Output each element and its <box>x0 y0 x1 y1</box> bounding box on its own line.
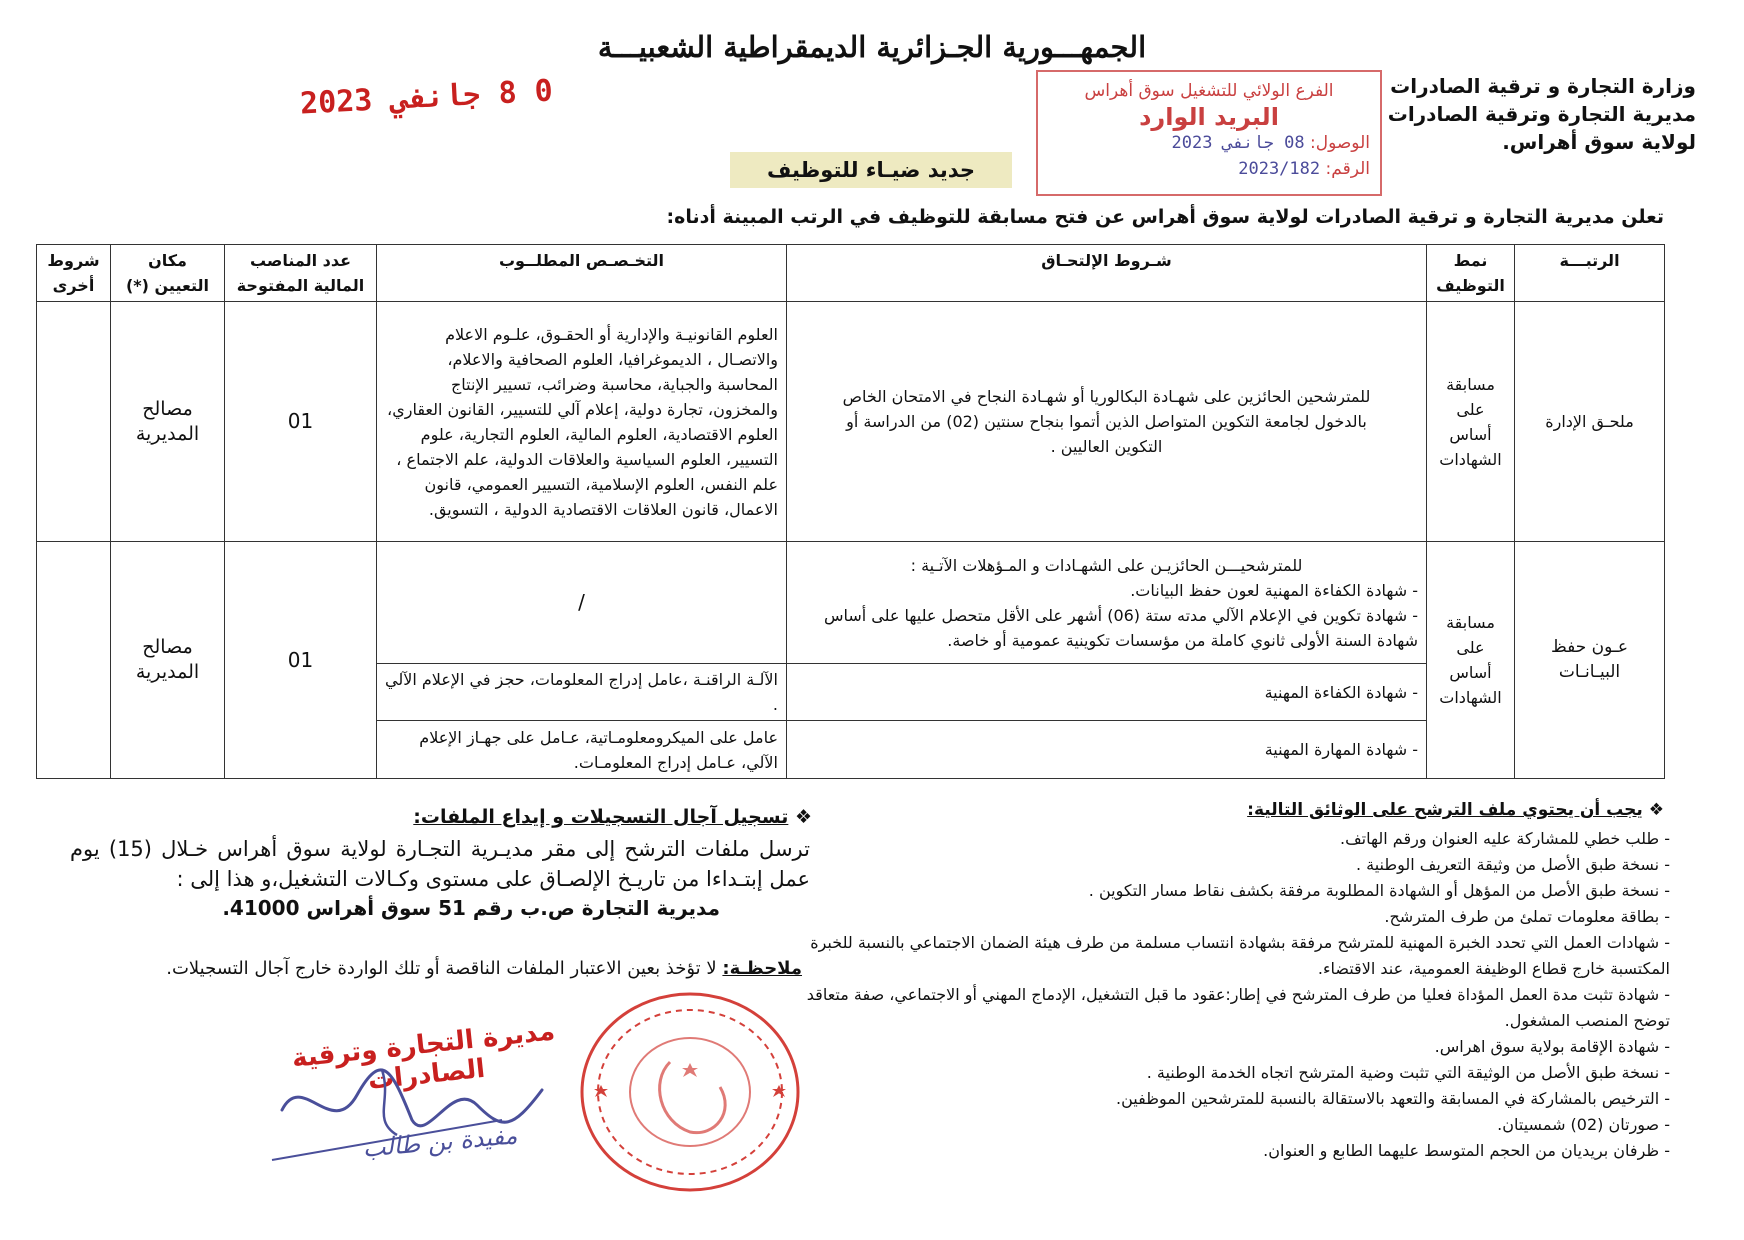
directorate-name: مديرية التجارة وترقية الصادرات <box>1387 102 1696 126</box>
note <box>86 958 802 979</box>
row1-other <box>37 302 111 542</box>
stamp-arrival-value: 08 جانفي 2023 <box>1171 133 1305 153</box>
ministry-name: وزارة التجارة و ترقية الصادرات <box>1390 74 1696 98</box>
row2-grade: عـون حفظ البيـانـات <box>1515 542 1665 779</box>
row2-specialty-2: الآلـة الراقنـة ،عامل إدراج المعلومات، حجز في الإعلام الآلي . <box>377 664 787 721</box>
header-location: مكان التعيين (*) <box>111 245 225 302</box>
stamp-arrival: الوصول: 08 جانفي 2023 <box>1171 133 1370 153</box>
row2-conditions-1 <box>787 542 1427 664</box>
row2-mode: مسابقة على أساس الشهادات <box>1427 542 1515 779</box>
row2-conditions-3: - شهادة المهارة المهنية <box>787 721 1427 779</box>
row1-grade: ملحـق الإدارة <box>1515 302 1665 542</box>
row2-location: مصالح المديرية <box>111 542 225 779</box>
documents-heading: ❖ يجب أن يحتوي ملف الترشح على الوثائق التالية: <box>1247 800 1664 820</box>
row1-mode: مسابقة على أساس الشهادات <box>1427 302 1515 542</box>
deadline-text: ترسل ملفات الترشح إلى مقر مديـرية التجـارة لولاية سوق أهراس خـلال (15) يوم عمل إبتـداءا من تاريـخ الإلصـاق على مستوى وكـالات التشغيل،و هذا إلى : <box>70 837 810 891</box>
list-item: - الترخيص بالمشاركة في المسابقة والتعهد بالاستقالة بالنسبة للمترشحين الموظفين. <box>770 1086 1670 1112</box>
row1-specialty: العلوم القانونيـة والإدارية أو الحقـوق، علـوم الاعلام والاتصـال ، الديموغرافيا، العلوم الصحافية والاعلام، المحاسبة والجباية، محاسبة وضرائب، تسيير الإنتاج والمخزون، تجارة دولية، إعلام آلي للتسيير، القانون العقاري، العلوم الاقتصادية، العلوم المالية، العلوم التجارية، علوم التسيير، العلوم السياسية والعلاقات الدولية، علم الاجتماع ، علم النفس، العلوم الإسلامية، التسيير العمومي، قانون الاعمال، قانون العلاقات الاقتصادية الدولية ، التسويق. <box>377 302 787 542</box>
date-stamp: 0 8 جانفي 2023 <box>299 73 554 122</box>
list-item: - صورتان (02) شمسيتان. <box>770 1112 1670 1138</box>
signatory-name: مفيدة بن طالب <box>361 1121 519 1163</box>
row2-cond-item: - شهادة الكفاءة المهنية لعون حفظ البيانات. <box>1130 580 1418 600</box>
list-item: - شهادات العمل التي تحدد الخبرة المهنية للمترشح مرفقة بشهادة انتساب مسلمة من طرف هيئة الضمان الاجتماعي بالنسبة للخبرة المكتسبة خارج قطاع الوظيفة العمومية، عند الاقتضاء. <box>770 930 1670 982</box>
table-header-row <box>37 245 1665 302</box>
stamp-office: الفرع الولائي للتشغيل سوق أهراس <box>1084 81 1334 101</box>
stamp-number-value: 2023/182 <box>1238 159 1321 179</box>
header-other: شروط أخرى <box>37 245 111 302</box>
signatory-title: مديرة التجارة وترقية الصادرات <box>290 1016 557 1096</box>
list-item: - بطاقة معلومات تملئ من طرف المترشح. <box>770 904 1670 930</box>
list-item: - ظرفان بريديان من الحجم المتوسط عليهما الطابع و العنوان. <box>770 1138 1670 1164</box>
postal-address: مديرية التجارة ص.ب رقم 51 سوق أهراس 41000. <box>222 896 720 920</box>
received-mail-stamp <box>1036 70 1382 196</box>
row2-conditions-2: - شهادة الكفاءة المهنية <box>787 664 1427 721</box>
handwritten-signature <box>262 1050 562 1170</box>
note-text: لا تؤخذ بعين الاعتبار الملفات الناقصة أو تلك الواردة خارج آجال التسجيلات. <box>166 958 717 979</box>
list-item: - شهادة تثبت مدة العمل المؤداة فعليا من طرف المترشح في إطار:عقود ما قبل التشغيل، الإدماج المهني أو الاجتماعي، صفة متعاقد توضح المنصب المشغول. <box>770 982 1670 1034</box>
table-row <box>37 542 1665 664</box>
row2-posts: 01 <box>225 542 377 779</box>
list-item: - طلب خطي للمشاركة عليه العنوان ورقم الهاتف. <box>770 826 1670 852</box>
official-seal-icon <box>570 982 810 1202</box>
row2-specialty-1: / <box>377 542 787 664</box>
row2-other <box>37 542 111 779</box>
announcement-label: جديد ضيـاء للتوظيف <box>730 152 1012 188</box>
intro-text: تعلن مديرية التجارة و ترقية الصادرات لولاية سوق أهراس عن فتح مسابقة للتوظيف في الرتب المبينة أدناه: <box>666 206 1664 228</box>
table-row <box>37 302 1665 542</box>
row1-location: مصالح المديرية <box>111 302 225 542</box>
stamp-number: الرقم: 2023/182 <box>1238 159 1370 179</box>
row1-conditions: للمترشحين الحائزين على شهـادة البكالوريا أو شهـادة النجاح في الامتحان الخاص بالدخول لجامعة التكوين المتواصل الذين أتموا بنجاح سنتين (02) من الدراسة أو التكوين العاليين . <box>787 302 1427 542</box>
list-item: - نسخة طبق الأصل من الوثيقة التي تثبت وضية المترشح اتجاه الخدمة الوطنية . <box>770 1060 1670 1086</box>
jobs-table <box>36 244 1665 779</box>
deadline-heading: ❖ تسجيل آجال التسجيلات و إيداع الملفات: <box>413 806 812 828</box>
stamp-arrival-label: الوصول <box>1315 133 1370 153</box>
list-item: - نسخة طبق الأصل من وثيقة التعريف الوطنية . <box>770 852 1670 878</box>
row1-posts: 01 <box>225 302 377 542</box>
header-grade: الرتبـــة <box>1515 245 1665 302</box>
header-mode: نمط التوظيف <box>1427 245 1515 302</box>
documents-list <box>770 826 1670 1164</box>
row2-cond-item: - شهادة تكوين في الإعلام الآلي مدته ستة (06) أشهر على الأقل متحصل عليها على أساس شهادة السنة الأولى ثانوي كاملة من مؤسسات تكوينية عمومية أو خاصة. <box>823 605 1418 650</box>
province-name: لولاية سوق أهراس. <box>1502 130 1696 154</box>
note-label: ملاحظـة: <box>722 958 802 979</box>
list-item: - نسخة طبق الأصل من المؤهل أو الشهادة المطلوبة مرفقة بكشف نقاط مسار التكوين . <box>770 878 1670 904</box>
row2-cond-intro: للمترشحيـــن الحائزيـن على الشهـادات و المـؤهلات الآتـية : <box>910 555 1303 575</box>
issuer-block <box>1366 72 1696 156</box>
stamp-title: البريد الوارد <box>1139 103 1279 131</box>
header-posts: عدد المناصب المالية المفتوحة <box>225 245 377 302</box>
stamp-number-label: الرقم <box>1331 159 1370 179</box>
header-specialty: التخـصـص المطلــوب <box>377 245 787 302</box>
list-item: - شهادة الإقامة بولاية سوق اهراس. <box>770 1034 1670 1060</box>
republic-title: الجمهـــورية الجـزائرية الديمقراطية الشعبيـــة <box>597 30 1147 64</box>
row2-specialty-3: عامل على الميكرومعلومـاتية، عـامل على جهـاز الإعلام الآلي، عـامل إدراج المعلومـات. <box>377 721 787 779</box>
header-conditions: شـروط الإلتحـاق <box>787 245 1427 302</box>
